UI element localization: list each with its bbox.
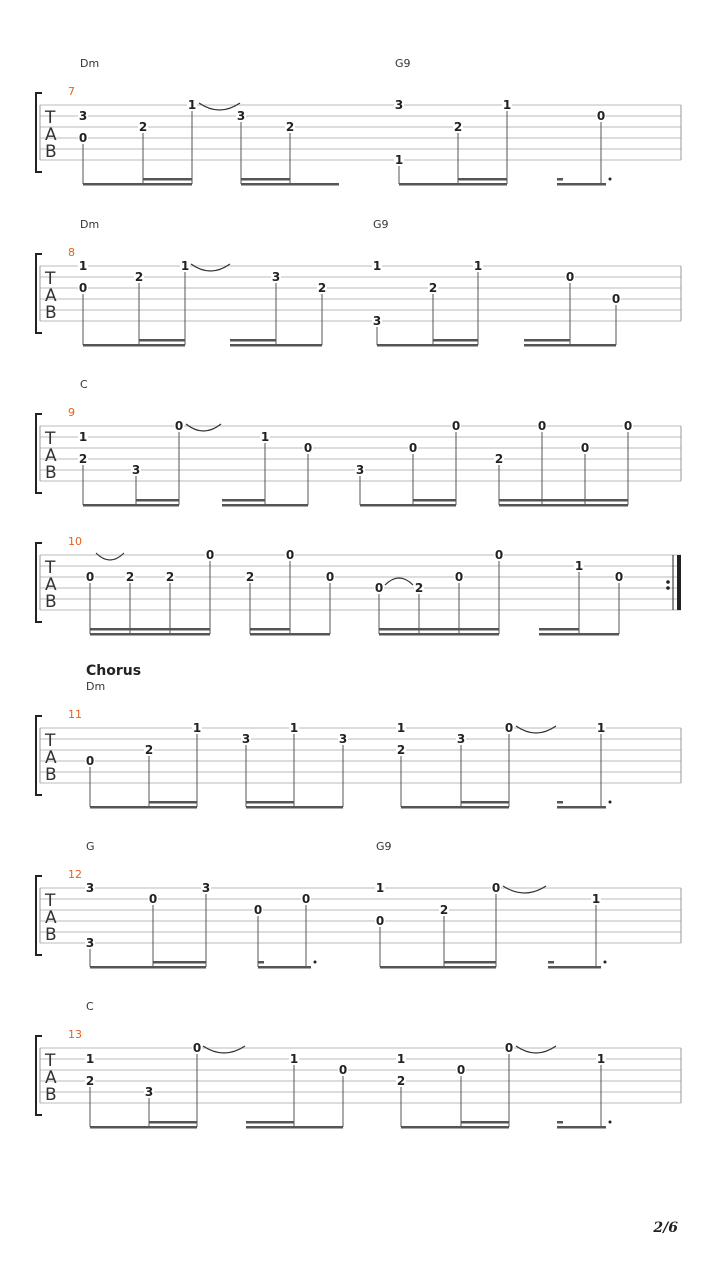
measure-number: 12 [68,868,82,881]
fret-number: 2 [245,570,255,584]
fret-number: 0 [85,570,95,584]
chord-name: G9 [373,218,389,231]
chord-name: Dm [86,680,106,693]
fret-number: 3 [372,314,382,328]
fret-number: 2 [285,120,295,134]
fret-number: 1 [502,98,512,112]
beam [377,344,478,347]
fret-number: 1 [396,721,406,735]
fret-number: 3 [355,463,365,477]
secondary-beam [258,961,264,964]
secondary-beam [139,339,185,342]
fret-number: 3 [394,98,404,112]
fret-number: 2 [439,903,449,917]
tab-clef-letter: T [45,429,56,449]
measure-number: 7 [68,85,75,98]
secondary-beam [153,961,206,964]
dot [604,961,607,964]
beam [557,183,606,186]
fret-number: 0 [374,581,384,595]
secondary-beam [499,499,628,502]
tab-system [36,57,681,186]
tab-clef-letter: T [45,108,56,128]
tie-arc [191,264,230,271]
fret-number: 1 [260,430,270,444]
beam [557,1126,606,1129]
fret-number: 0 [504,721,514,735]
fret-number: 2 [78,452,88,466]
fret-number: 0 [623,419,633,433]
secondary-beam [433,339,478,342]
tie-arc [96,553,124,560]
fret-number: 2 [414,581,424,595]
fret-number: 3 [85,881,95,895]
secondary-beam [557,801,563,804]
measure-number: 10 [68,535,82,548]
tab-system [36,663,681,809]
repeat-thick-barline [677,555,681,610]
fret-number: 3 [144,1085,154,1099]
secondary-beam [222,499,265,502]
beam [83,183,192,186]
chord-name: Dm [80,218,100,231]
measure-number: 8 [68,246,75,259]
secondary-beam [458,178,507,181]
fret-number: 0 [408,441,418,455]
tie-arc [186,424,221,431]
fret-number: 2 [144,743,154,757]
tab-clef-letter: B [45,765,57,785]
fret-number: 2 [317,281,327,295]
tab-clef-letter: T [45,558,56,578]
fret-number: 1 [78,259,88,273]
fret-number: 0 [504,1041,514,1055]
fret-number: 1 [372,259,382,273]
fret-number: 0 [580,441,590,455]
chord-name: G9 [376,840,392,853]
beam [90,966,206,969]
fret-number: 3 [85,936,95,950]
tab-clef-letter: B [45,592,57,612]
fret-number: 1 [591,892,601,906]
fret-number: 1 [596,1052,606,1066]
fret-number: 2 [494,452,504,466]
fret-number: 1 [473,259,483,273]
fret-number: 0 [456,1063,466,1077]
fret-number: 2 [428,281,438,295]
secondary-beam [149,1121,197,1124]
fret-number: 3 [201,881,211,895]
beam [401,806,509,809]
fret-number: 0 [301,892,311,906]
fret-number: 2 [138,120,148,134]
tie-arc [516,726,556,733]
beam [90,1126,197,1129]
beam [401,1126,509,1129]
fret-number: 1 [289,721,299,735]
fret-number: 3 [338,732,348,746]
fret-number: 2 [125,570,135,584]
fret-number: 0 [303,441,313,455]
fret-number: 0 [614,570,624,584]
fret-number: 1 [85,1052,95,1066]
beam [83,344,185,347]
chord-name: C [86,1000,94,1013]
page-number: 2/6 [653,1220,678,1236]
fret-number: 1 [574,559,584,573]
secondary-beam [379,628,499,631]
tab-clef-letter: A [45,908,57,928]
tab-clef-letter: A [45,575,57,595]
measure-number: 11 [68,708,82,721]
secondary-beam [136,499,179,502]
fret-number: 2 [134,270,144,284]
fret-number: 3 [78,109,88,123]
fret-number: 0 [611,292,621,306]
fret-number: 3 [271,270,281,284]
chord-name: G9 [395,57,411,70]
tie-arc [503,886,546,893]
tab-system [36,535,681,636]
beam [379,633,499,636]
beam [360,504,456,507]
secondary-beam [250,628,290,631]
fret-number: 2 [396,1074,406,1088]
tab-clef-letter: B [45,303,57,323]
dot [609,1121,612,1124]
tab-clef-letter: T [45,891,56,911]
secondary-beam [539,628,579,631]
tab-system [36,840,681,969]
tab-clef-letter: B [45,142,57,162]
secondary-beam [149,801,197,804]
fret-number: 2 [453,120,463,134]
beam [90,633,210,636]
fret-number: 0 [78,281,88,295]
tab-system [36,378,681,507]
fret-number: 0 [78,131,88,145]
secondary-beam [143,178,192,181]
fret-number: 3 [456,732,466,746]
secondary-beam [413,499,456,502]
secondary-beam [461,1121,509,1124]
fret-number: 0 [451,419,461,433]
chord-name: Dm [80,57,100,70]
fret-number: 0 [596,109,606,123]
fret-number: 3 [236,109,246,123]
secondary-beam [230,339,276,342]
beam [548,966,601,969]
fret-number: 2 [396,743,406,757]
secondary-beam [246,1121,294,1124]
fret-number: 0 [285,548,295,562]
beam [258,966,311,969]
fret-number: 1 [596,721,606,735]
fret-number: 0 [148,892,158,906]
section-label: Chorus [86,663,142,679]
measure-number: 13 [68,1028,82,1041]
tab-clef-letter: A [45,748,57,768]
fret-number: 0 [454,570,464,584]
fret-number: 0 [174,419,184,433]
beam [399,183,507,186]
fret-number: 0 [85,754,95,768]
secondary-beam [524,339,570,342]
tab-clef-letter: A [45,125,57,145]
repeat-dot [666,580,670,584]
fret-number: 3 [131,463,141,477]
fret-number: 0 [338,1063,348,1077]
beam [90,806,197,809]
fret-number: 0 [325,570,335,584]
tab-clef-letter: A [45,286,57,306]
fret-number: 0 [491,881,501,895]
beam [499,504,628,507]
tab-clef-letter: T [45,1051,56,1071]
secondary-beam [241,178,290,181]
fret-number: 0 [565,270,575,284]
fret-number: 1 [187,98,197,112]
tab-clef-letter: T [45,731,56,751]
fret-number: 1 [394,153,404,167]
beam [380,966,496,969]
tie-arc [385,578,413,585]
fret-number: 0 [253,903,263,917]
dot [609,178,612,181]
tie-arc [516,1046,556,1053]
fret-number: 0 [375,914,385,928]
fret-number: 1 [375,881,385,895]
fret-number: 0 [537,419,547,433]
beam [557,806,606,809]
fret-number: 0 [192,1041,202,1055]
fret-number: 3 [241,732,251,746]
secondary-beam [444,961,496,964]
tab-system [36,1000,681,1129]
fret-number: 2 [165,570,175,584]
tab-clef-letter: B [45,925,57,945]
fret-number: 1 [78,430,88,444]
secondary-beam [548,961,554,964]
tab-clef-letter: A [45,446,57,466]
repeat-dot [666,586,670,590]
tab-clef-letter: B [45,1085,57,1105]
fret-number: 0 [494,548,504,562]
secondary-beam [461,801,509,804]
tab-system [36,218,681,347]
chord-name: C [80,378,88,391]
tab-clef-letter: T [45,269,56,289]
dot [609,801,612,804]
dot [314,961,317,964]
measure-number: 9 [68,406,75,419]
fret-number: 0 [205,548,215,562]
fret-number: 1 [396,1052,406,1066]
fret-number: 1 [180,259,190,273]
fret-number: 1 [192,721,202,735]
chord-name: G [86,840,95,853]
tab-clef-letter: A [45,1068,57,1088]
tie-arc [203,1046,245,1053]
secondary-beam [90,628,210,631]
beam [83,504,179,507]
tab-clef-letter: B [45,463,57,483]
secondary-beam [557,178,563,181]
fret-number: 1 [289,1052,299,1066]
secondary-beam [246,801,294,804]
tie-arc [199,103,240,110]
fret-number: 2 [85,1074,95,1088]
secondary-beam [557,1121,563,1124]
